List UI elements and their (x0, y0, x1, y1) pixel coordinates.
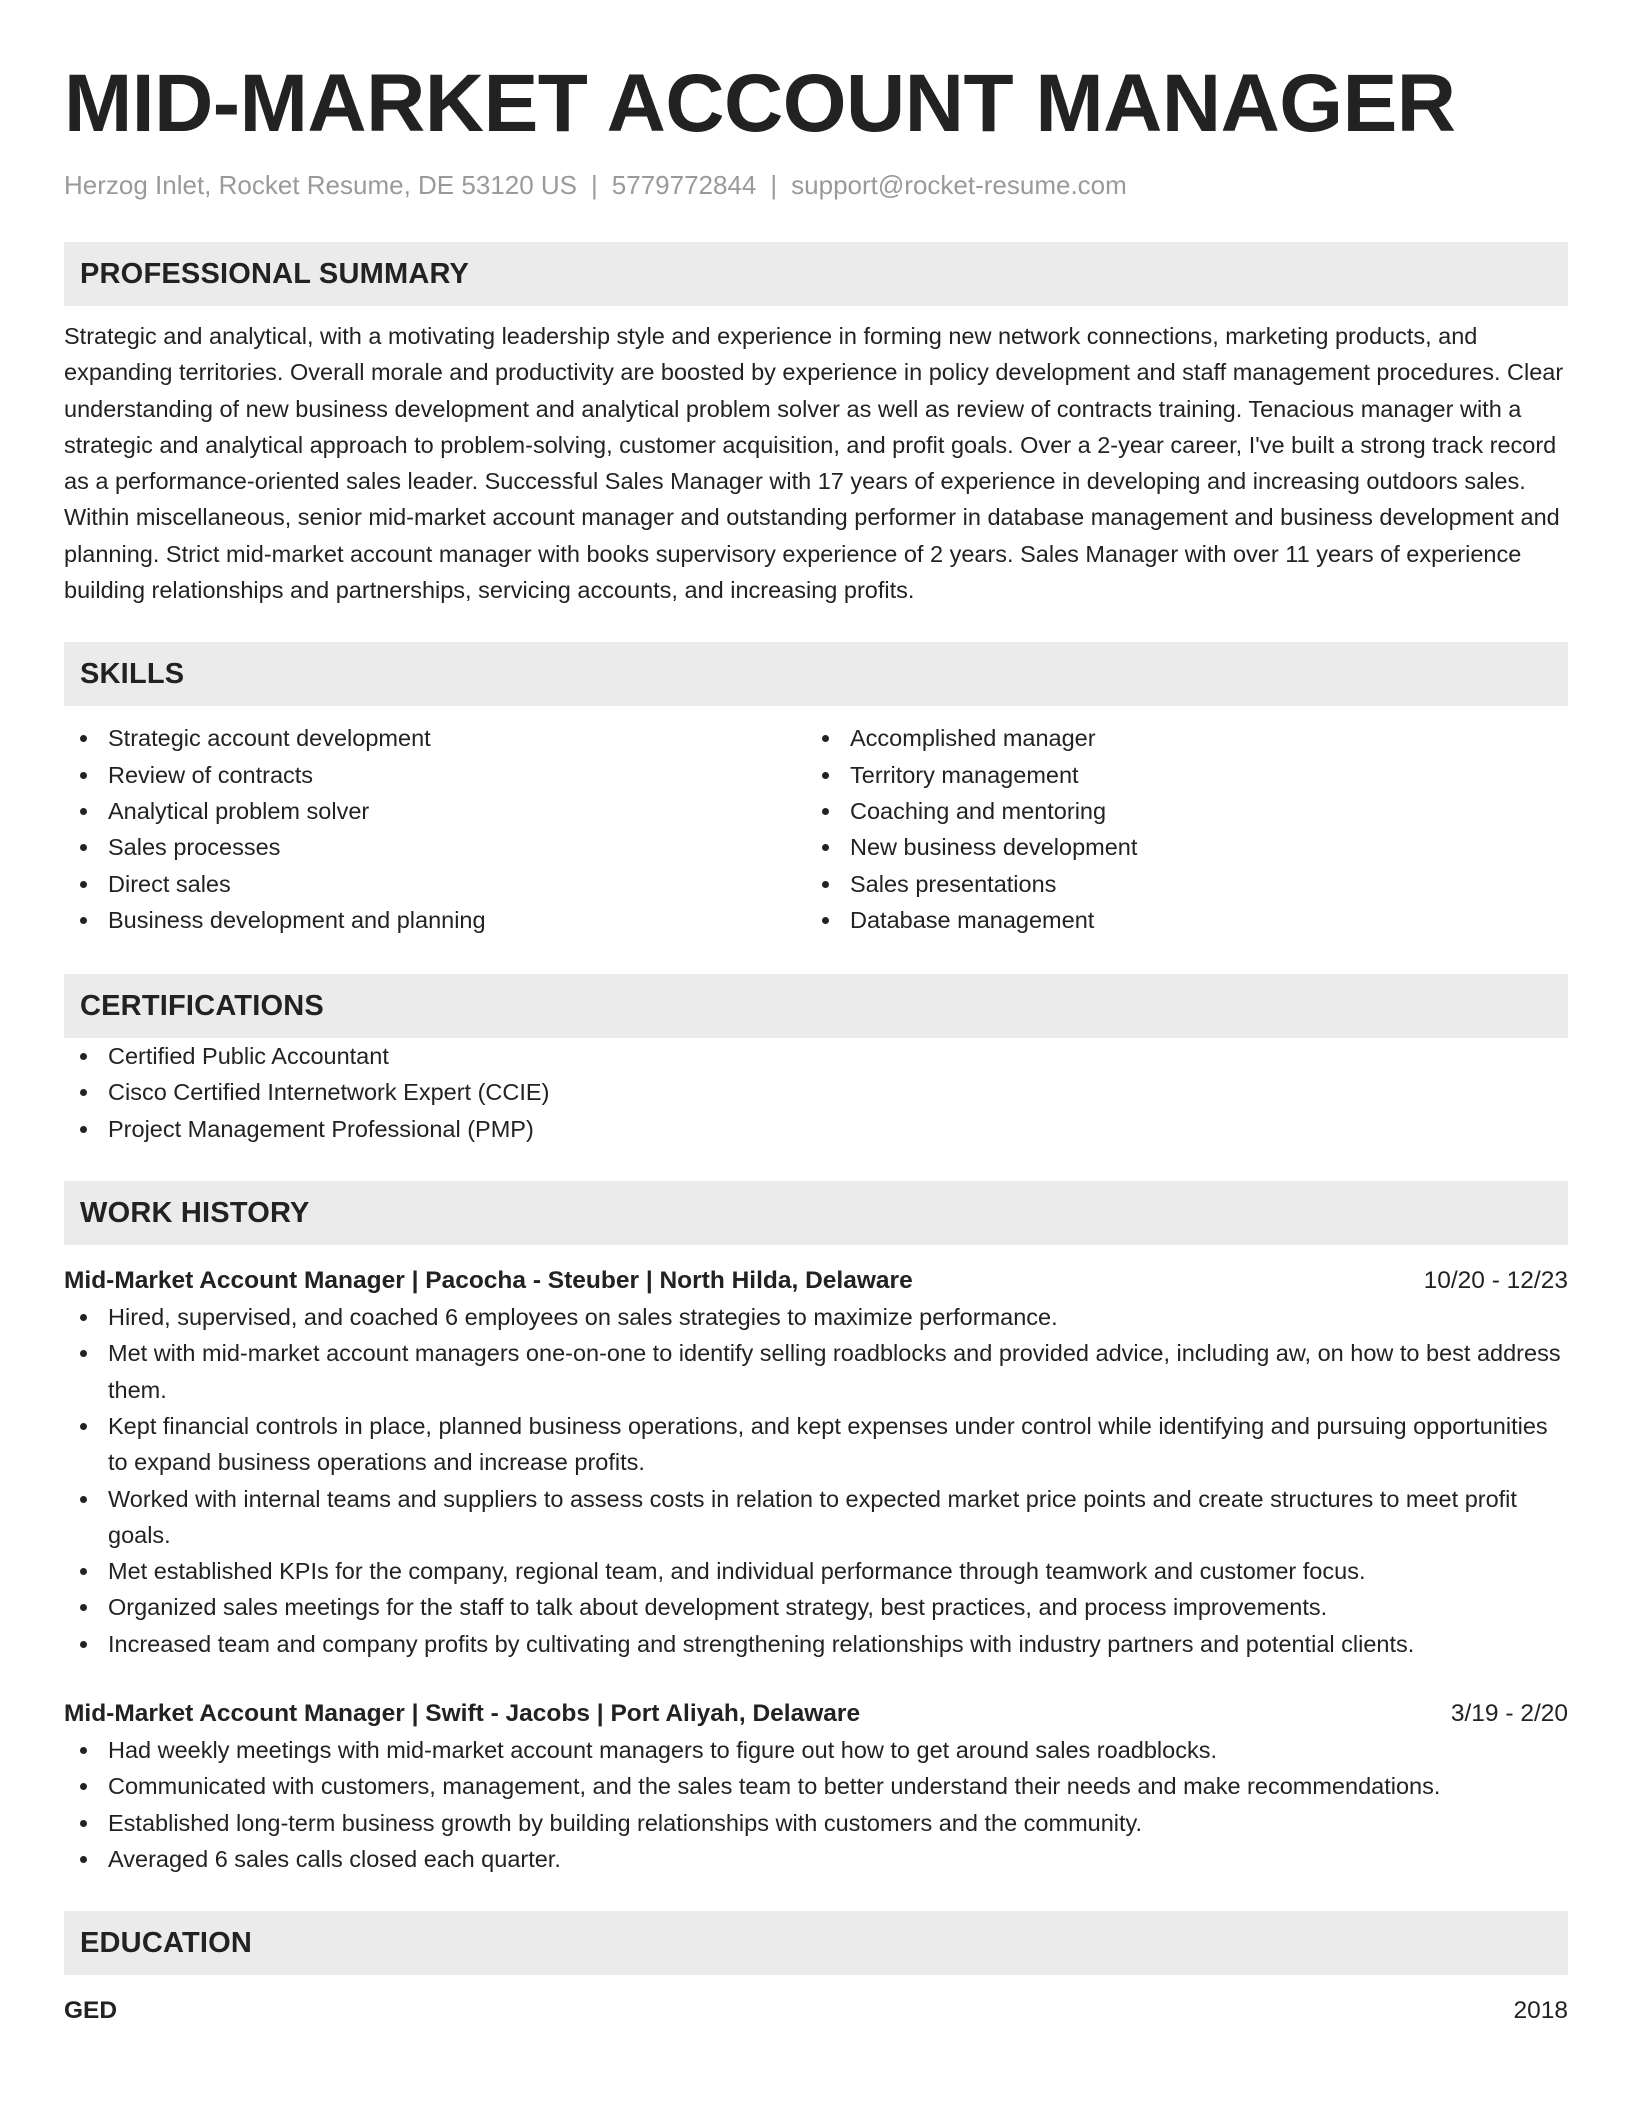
skill-item: Direct sales (64, 866, 806, 902)
job-dates: 10/20 - 12/23 (1423, 1267, 1568, 1295)
job-dates: 3/19 - 2/20 (1450, 1700, 1568, 1728)
contact-separator: | (591, 170, 598, 200)
education-degree: GED (64, 1997, 118, 2025)
job-bullet: Met established KPIs for the company, regional team, and individual performance through teamwork and customer focus. (64, 1553, 1568, 1589)
job-title: Mid-Market Account Manager | Swift - Jacobs | Port Aliyah, Delaware (64, 1700, 861, 1728)
skill-item: Analytical problem solver (64, 793, 806, 829)
section-heading-education: EDUCATION (64, 1911, 1568, 1975)
skill-item: Strategic account development (64, 720, 806, 756)
job-bullet: Communicated with customers, management, and the sales team to better understand their needs and make recommendations. (64, 1768, 1568, 1804)
skill-item: Sales processes (64, 829, 806, 865)
section-heading-summary: PROFESSIONAL SUMMARY (64, 242, 1568, 306)
job-bullet-list (64, 1299, 1568, 1662)
job-bullet: Increased team and company profits by cultivating and strengthening relationships with industry partners and potential clients. (64, 1626, 1568, 1662)
skills-column-right (806, 720, 1548, 938)
job-bullet: Had weekly meetings with mid-market account managers to figure out how to get around sales roadblocks. (64, 1732, 1568, 1768)
job-title: Mid-Market Account Manager | Pacocha - Steuber | North Hilda, Delaware (64, 1267, 913, 1295)
certification-item: Project Management Professional (PMP) (64, 1111, 1568, 1147)
job-bullet: Hired, supervised, and coached 6 employees on sales strategies to maximize performance. (64, 1299, 1568, 1335)
skill-item: Accomplished manager (806, 720, 1548, 756)
job-bullet: Worked with internal teams and suppliers to assess costs in relation to expected market price points and create structures to meet profit goals. (64, 1481, 1568, 1554)
certifications-list (64, 1038, 1568, 1147)
contact-line (64, 168, 1568, 202)
section-heading-work-history: WORK HISTORY (64, 1181, 1568, 1245)
skill-item: Database management (806, 902, 1548, 938)
job-bullet: Organized sales meetings for the staff to talk about development strategy, best practices, and process improvements. (64, 1589, 1568, 1625)
job-bullet: Kept financial controls in place, planned business operations, and kept expenses under control while identifying and pursuing opportunities to expand business operations and increase profits. (64, 1408, 1568, 1481)
skills-grid (64, 720, 1568, 938)
job-bullet: Established long-term business growth by building relationships with customers and the community. (64, 1805, 1568, 1841)
skill-item: Sales presentations (806, 866, 1548, 902)
education-entry (64, 1993, 1568, 2029)
contact-separator: | (770, 170, 778, 200)
skills-column-left (64, 720, 806, 938)
skill-item: Review of contracts (64, 757, 806, 793)
skill-item: New business development (806, 829, 1548, 865)
candidate-title: MID-MARKET ACCOUNT MANAGER (64, 58, 1456, 149)
education-year: 2018 (1513, 1997, 1568, 2025)
certification-item: Cisco Certified Internetwork Expert (CCIE) (64, 1074, 1568, 1110)
job-header (64, 1696, 1568, 1732)
job-bullet: Averaged 6 sales calls closed each quarter. (64, 1841, 1568, 1877)
job-bullet: Met with mid-market account managers one-on-one to identify selling roadblocks and provided advice, including aw, on how to best address them. (64, 1335, 1568, 1408)
contact-address: Herzog Inlet, Rocket Resume, DE 53120 US (64, 170, 578, 200)
job-bullet-list (64, 1732, 1568, 1877)
skill-item: Coaching and mentoring (806, 793, 1548, 829)
summary-text: Strategic and analytical, with a motivating leadership style and experience in forming new network connections, marketing products, and expanding territories. Overall morale and productivity are boosted by experience in policy development and staff management procedures. Clear understanding of new business development and analytical problem solver as well as review of contracts training. Tenacious manager with a strategic and analytical approach to problem-solving, customer acquisition, and profit goals. Over a 2-year career, I've built a strong track record as a performance-oriented sales leader. Successful Sales Manager with 17 years of experience in developing and increasing outdoors sales. Within miscellaneous, senior mid-market account manager and outstanding performer in database management and business development and planning. Strict mid-market account manager with books supervisory experience of 2 years. Sales Manager with over 11 years of experience building relationships and partnerships, servicing accounts, and increasing profits. (64, 323, 1564, 604)
contact-email[interactable]: support@rocket-resume.com (791, 170, 1127, 200)
section-heading-skills: SKILLS (64, 642, 1568, 706)
skill-item: Business development and planning (64, 902, 806, 938)
section-heading-certifications: CERTIFICATIONS (64, 974, 1568, 1038)
contact-phone[interactable]: 5779772844 (611, 170, 757, 200)
skill-item: Territory management (806, 757, 1548, 793)
job-header (64, 1263, 1568, 1299)
certification-item: Certified Public Accountant (64, 1038, 1568, 1074)
